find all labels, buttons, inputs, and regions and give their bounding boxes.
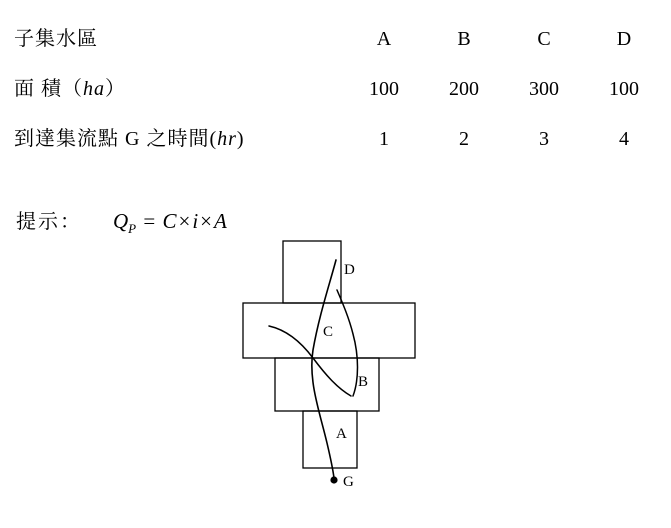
area-label-a: A xyxy=(336,426,347,442)
catchment-table xyxy=(14,14,664,164)
catchment-table-wrapper xyxy=(14,14,664,164)
stream-tributary-left xyxy=(269,326,351,396)
cell-b: B xyxy=(457,28,471,50)
row-label-tail: ) xyxy=(236,128,245,150)
row-label-subcatchment xyxy=(14,14,344,64)
formula-q: Q xyxy=(113,209,129,233)
cell-d: 4 xyxy=(619,128,629,150)
cell-d: 100 xyxy=(609,78,639,100)
formula-q-subscript: P xyxy=(128,221,137,237)
formula-a: A xyxy=(214,209,227,233)
hint-line xyxy=(16,205,227,237)
formula-expression xyxy=(113,209,227,237)
row-label-unit: hr xyxy=(217,128,237,150)
cell-d: D xyxy=(616,28,632,50)
area-label-c: C xyxy=(323,324,334,340)
table-row xyxy=(14,114,664,164)
cell-b: 2 xyxy=(459,128,469,150)
row-label-tail: ） xyxy=(105,78,126,100)
row-label-unit: ha xyxy=(83,78,105,100)
row-label-text: 子集水區 xyxy=(14,28,98,50)
cell-c: C xyxy=(537,28,551,50)
cell-c: 3 xyxy=(539,128,549,150)
stream-tributary-right xyxy=(337,290,358,396)
formula-c: C xyxy=(162,209,177,233)
row-label-area xyxy=(14,64,344,114)
catchment-diagram xyxy=(225,238,455,508)
row-label-traveltime xyxy=(14,114,344,164)
cell-a: 1 xyxy=(379,128,389,150)
table-row xyxy=(14,64,664,114)
hint-label: 提示： xyxy=(16,211,82,233)
formula-equals: = xyxy=(143,209,156,233)
outlet-label-g: G xyxy=(343,474,354,490)
row-label-text: 到達集流點 G 之時間( xyxy=(14,128,218,150)
row-label-text: 面 積（ xyxy=(14,78,83,100)
stream-main xyxy=(312,260,336,478)
formula-i: i xyxy=(192,209,199,233)
table-row xyxy=(14,14,664,64)
cell-b: 200 xyxy=(449,78,479,100)
outlet-point-g xyxy=(330,476,337,483)
area-label-d: D xyxy=(344,262,355,278)
area-label-b: B xyxy=(358,374,369,390)
formula-times-1: × xyxy=(178,209,191,233)
cell-a: A xyxy=(376,28,392,50)
cell-a: 100 xyxy=(369,78,399,100)
cell-c: 300 xyxy=(529,78,559,100)
formula-times-2: × xyxy=(200,209,213,233)
